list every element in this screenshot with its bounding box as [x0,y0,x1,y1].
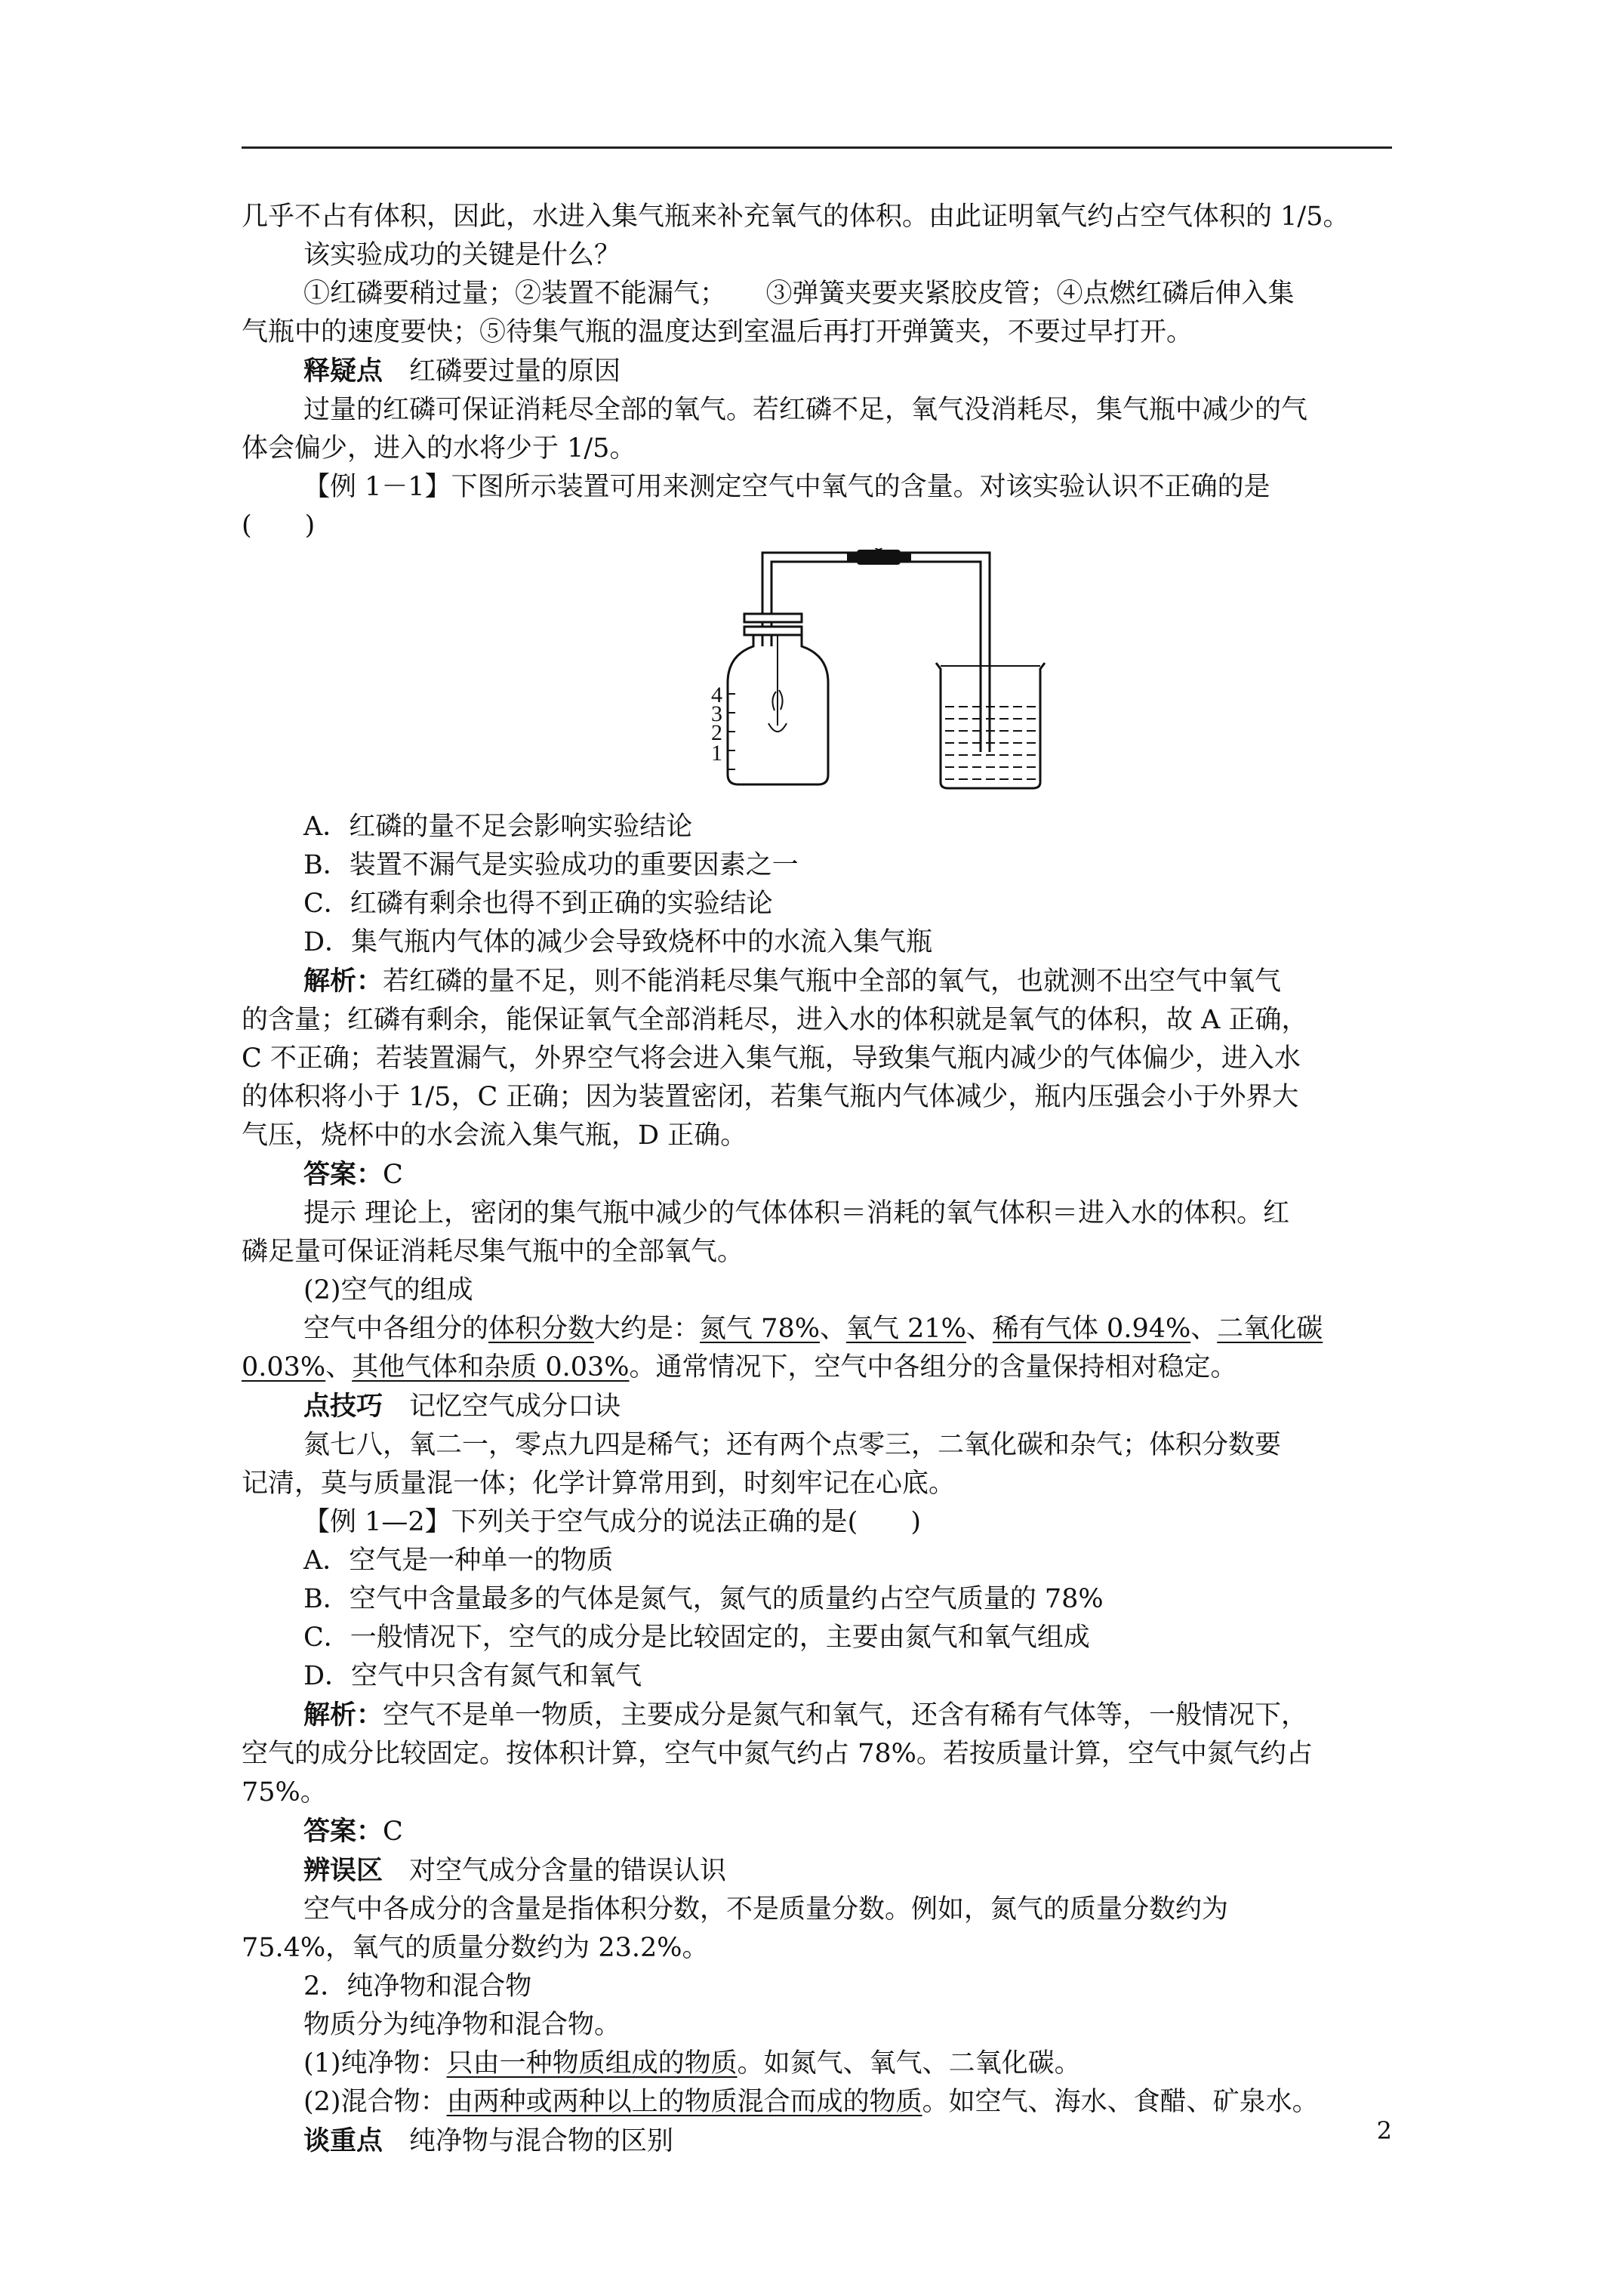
text-line: 磷足量可保证消耗尽集气瓶中的全部氧气。 [242,1237,744,1267]
page-number: 2 [1376,2116,1392,2145]
definition-line [242,2083,1392,2122]
composition-line [242,1310,1392,1348]
section-label: 辨误区 [303,1855,383,1886]
text-line: 空气的成分比较固定。按体积计算，空气中氮气约占 78%。若按质量计算，空气中氮气约占 [242,1739,1313,1769]
text-span: 、 [1190,1314,1218,1344]
example-question [242,1503,1392,1542]
underlined-term: 只由一种物质组成的物质 [446,2048,738,2079]
answer-label: 答案： [303,1816,383,1847]
section-line [242,2122,1392,2161]
option-line: A．红磷的量不足会影响实验结论 [303,812,693,842]
analysis-line [242,962,1392,1001]
analysis-line [242,1696,1392,1735]
example-label: 【例 1—2】 [303,1507,451,1537]
apparatus-figure [711,548,1095,797]
section-label: 点技巧 [303,1391,383,1422]
analysis-label: 解析： [303,1700,383,1730]
underlined-term: 氧气 21% [845,1314,966,1344]
text-line: 过量的红磷可保证消耗尽全部的氧气。若红磷不足，氧气没消耗尽，集气瓶中减少的气 [303,395,1308,425]
underlined-term: 其他气体和杂质 0.03% [352,1352,630,1382]
text-span: 、 [325,1352,353,1382]
underlined-term: 0.03% [242,1352,326,1382]
scale-label: 2 [711,720,722,745]
text-line: 空气中各成分的含量是指体积分数，不是质量分数。例如，氮气的质量分数约为 [303,1894,1229,1925]
section-title: 记忆空气成分口诀 [409,1391,621,1422]
text-line: C 不正确；若装置漏气，外界空气将会进入集气瓶，导致集气瓶内减少的气体偏少，进入水 [242,1043,1301,1074]
option-line: C．一般情况下，空气的成分是比较固定的，主要由氮气和氧气组成 [303,1623,1090,1653]
answer-label: 答案： [303,1159,383,1190]
text-line: 该实验成功的关键是什么？ [303,240,621,270]
text-line: 几乎不占有体积，因此，水进入集气瓶来补充氧气的体积。由此证明氧气约占空气体积的 1/5。 [242,202,1350,232]
underlined-term: 由两种或两种以上的物质混合而成的物质 [446,2087,922,2117]
section-title: 对空气成分含量的错误认识 [409,1856,727,1886]
underlined-term: 二氧化碳 [1217,1314,1323,1344]
text-line: 75%。 [242,1777,327,1808]
page-content [242,198,1392,2161]
answer-value: C [383,1817,403,1847]
text-line: 的体积将小于 1/5，C 正确；因为装置密闭，若集气瓶内气体减少，瓶内压强会小于外界大 [242,1082,1299,1112]
option-line: D．集气瓶内气体的减少会导致烧杯中的水流入集气瓶 [303,927,933,957]
option-line: D．空气中只含有氮气和氧气 [303,1661,642,1691]
option-line: C．红磷有剩余也得不到正确的实验结论 [303,889,773,919]
underlined-term: 体积分数 [488,1314,595,1344]
text-line: 气瓶中的速度要快；⑤待集气瓶的温度达到室温后再打开弹簧夹，不要过早打开。 [242,317,1193,347]
text-span: 。如氮气、氧气、二氧化碳。 [737,2048,1081,2079]
scale-label: 4 [711,683,722,707]
example-text: 下列关于空气成分的说法正确的是( ) [451,1507,921,1537]
example-text: 下图所示装置可用来测定空气中氧气的含量。对该实验认识不正确的是 [451,472,1270,502]
subsection-heading: 2．纯净物和混合物 [303,1971,532,2002]
analysis-text: 空气不是单一物质，主要成分是氮气和氧气，还含有稀有气体等，一般情况下， [383,1700,1308,1730]
option-line: B．空气中含量最多的气体是氮气，氮气的质量约占空气质量的 78% [303,1584,1104,1614]
header-rule [242,146,1392,149]
tip-line: 提示 理论上，密闭的集气瓶中减少的气体体积＝消耗的氧气体积＝进入水的体积。红 [303,1198,1290,1228]
underlined-term: 稀有气体 0.94% [992,1314,1191,1344]
underlined-term: 氮气 78% [700,1314,820,1344]
apparatus-diagram [717,548,1095,797]
example-label: 【例 1－1】 [303,472,451,502]
section-label: 谈重点 [303,2125,383,2156]
text-line: 记清，莫与质量混一体；化学计算常用到，时刻牢记在心底。 [242,1469,956,1499]
text-line: 氮七八，氧二一，零点九四是稀气；还有两个点零三，二氧化碳和杂气；体积分数要 [303,1430,1282,1460]
text-line: 物质分为纯净物和混合物。 [303,2010,621,2040]
answer-line [242,1155,1392,1194]
example-question [242,468,1392,507]
section-line [242,1387,1392,1426]
text-line: 体会偏少，进入的水将少于 1/5。 [242,433,636,464]
composition-line [242,1348,1392,1387]
section-title: 纯净物与混合物的区别 [409,2126,674,2156]
scale-label: 1 [711,741,722,766]
text-span: 。如空气、海水、食醋、矿泉水。 [922,2087,1319,2117]
text-span: 大约是： [594,1314,701,1344]
answer-blank: ( ) [242,510,316,541]
subsection-heading: (2)空气的组成 [303,1275,473,1305]
text-span: 空气中各组分的 [303,1314,489,1344]
answer-value: C [383,1160,403,1190]
section-line [242,1851,1392,1891]
text-span: (1)纯净物： [303,2048,447,2079]
option-line: B．装置不漏气是实验成功的重要因素之一 [303,850,799,880]
option-line: A．空气是一种单一的物质 [303,1546,614,1576]
answer-line [242,1812,1392,1851]
text-line: 的含量；红磷有剩余，能保证氧气全部消耗尽，进入水的体积就是氧气的体积，故 A 正确， [242,1005,1308,1035]
definition-line [242,2045,1392,2083]
scale-label: 3 [711,701,722,726]
text-span: 、 [819,1314,846,1344]
text-line: ①红磷要稍过量；②装置不能漏气； ③弹簧夹要夹紧胶皮管；④点燃红磷后伸入集 [303,279,1295,309]
text-span: (2)混合物： [303,2087,447,2117]
analysis-text: 若红磷的量不足，则不能消耗尽集气瓶中全部的氧气，也就测不出空气中氧气 [383,966,1282,997]
text-line: 75.4%，氧气的质量分数约为 23.2%。 [242,1933,709,1963]
text-span: 、 [965,1314,993,1344]
section-line [242,352,1392,391]
analysis-label: 解析： [303,966,383,997]
section-title: 红磷要过量的原因 [409,356,621,387]
section-label: 释疑点 [303,356,383,387]
text-line: 气压，烧杯中的水会流入集气瓶，D 正确。 [242,1120,747,1151]
text-span: 。通常情况下，空气中各组分的含量保持相对稳定。 [629,1352,1237,1382]
